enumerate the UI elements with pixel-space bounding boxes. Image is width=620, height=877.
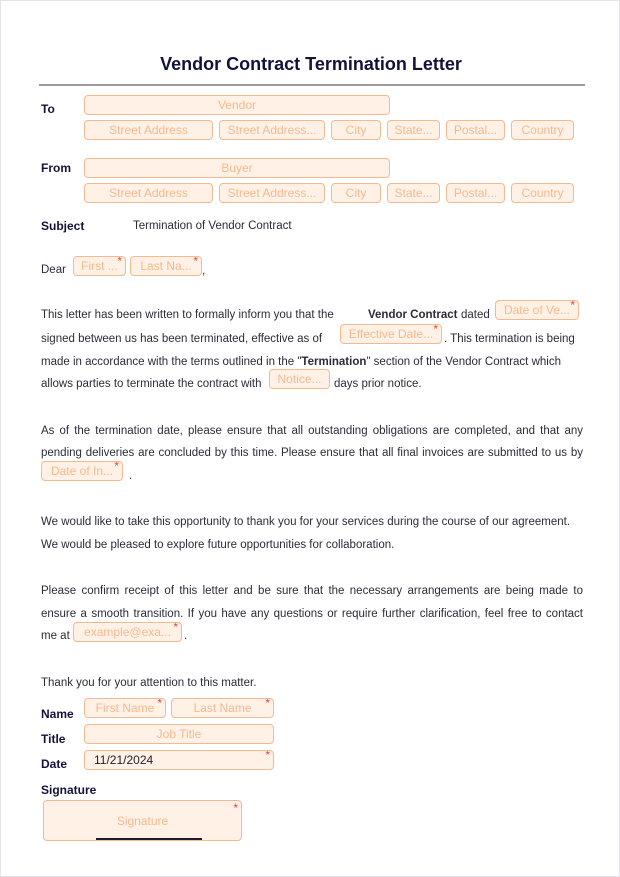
required-mark: * (433, 324, 438, 336)
p1-line4-b: days prior notice. (334, 378, 422, 390)
signing-date-value: 11/21/2024 (94, 753, 154, 767)
to-street-address-2-field[interactable]: Street Address... (219, 120, 325, 140)
invoice-date-placeholder: Date of In... (50, 464, 114, 478)
p4-line3-a: me at (41, 630, 70, 642)
dear-label: Dear (41, 264, 66, 276)
p2-line1: As of the termination date, please ensure that all outstanding obligations are completed, and that any (41, 425, 583, 437)
from-street-address-field[interactable]: Street Address (84, 183, 213, 203)
to-city-field[interactable]: City (331, 120, 381, 140)
page-title: Vendor Contract Termination Letter (160, 54, 462, 74)
p4-line1: Please confirm receipt of this letter and be sure that the necessary arrangements are being made to (41, 585, 583, 597)
p1-line3-c: " section of the Vendor Contract which (366, 356, 561, 368)
signature-placeholder: Signature (116, 814, 169, 828)
p1-line1-a: This letter has been written to formally inform you that the (41, 309, 334, 321)
subject-label: Subject (41, 219, 85, 233)
p1-line4-a: allows parties to terminate the contract with (41, 378, 262, 390)
p1-line2-b: . This termination is being (444, 333, 575, 345)
signer-first-name-placeholder: First Name (95, 701, 155, 715)
title-label: Title (41, 732, 66, 746)
dear-last-name-placeholder: Last Na... (140, 259, 192, 273)
notice-days-field[interactable]: Notice... (269, 369, 330, 389)
required-mark: * (114, 461, 119, 473)
from-postal-field[interactable]: Postal... (446, 183, 505, 203)
p1-line3-bold: Termination (301, 356, 367, 368)
signing-date-field[interactable] (84, 750, 274, 770)
required-mark: * (157, 698, 162, 710)
p2-line2: pending deliveries are concluded by this time. Please ensure that all final invoices are submitted to us by (41, 447, 583, 459)
p4-line3-b: . (184, 630, 188, 642)
to-state-field[interactable]: State... (387, 120, 440, 140)
buyer-field[interactable]: Buyer (84, 158, 390, 178)
p1-line1-c: dated (461, 309, 490, 321)
email-field[interactable] (73, 622, 182, 642)
required-mark: * (117, 256, 122, 268)
signer-last-name-placeholder: Last Name (193, 701, 252, 715)
signature-pad[interactable] (43, 800, 242, 841)
job-title-field[interactable]: Job Title (84, 724, 274, 744)
p1-line3-a: made in accordance with the terms outlined in the " (41, 356, 302, 368)
required-mark: * (173, 622, 178, 634)
from-city-field[interactable]: City (331, 183, 381, 203)
dear-first-name-placeholder: First ... (81, 259, 118, 273)
date-label: Date (41, 757, 68, 771)
contract-date-placeholder: Date of Ve... (503, 303, 571, 317)
to-country-field[interactable]: Country (511, 120, 574, 140)
signer-last-name-field[interactable] (171, 698, 274, 718)
p3-line2: We would be pleased to explore future opportunities for collaboration. (41, 539, 395, 551)
p1-line2-a: signed between us has been terminated, effective as of (41, 333, 323, 345)
effective-date-field[interactable] (340, 324, 442, 344)
name-label: Name (41, 707, 74, 721)
title-divider (39, 84, 585, 86)
email-placeholder: example@exa... (84, 625, 171, 639)
required-mark: * (265, 698, 270, 710)
signature-label: Signature (41, 783, 97, 797)
vendor-field[interactable]: Vendor (84, 95, 390, 115)
to-street-address-field[interactable]: Street Address (84, 120, 213, 140)
invoice-date-field[interactable] (41, 461, 123, 481)
p4-line2: ensure a smooth transition. If you have any questions or require further clarification, feel free to contact (41, 608, 583, 620)
from-state-field[interactable]: State... (387, 183, 440, 203)
required-mark: * (570, 300, 575, 312)
p3-line1: We would like to take this opportunity to thank you for your services during the course of our agreement. (41, 516, 571, 528)
p1-line1-bold: Vendor Contract (368, 309, 458, 321)
required-mark: * (265, 750, 270, 762)
thanks-line: Thank you for your attention to this matter. (41, 677, 257, 689)
p1-line3 (41, 355, 583, 369)
effective-date-placeholder: Effective Date... (348, 327, 434, 341)
from-label: From (41, 161, 71, 175)
signer-first-name-field[interactable] (84, 698, 166, 718)
dear-first-name-field[interactable] (73, 256, 126, 276)
to-postal-field[interactable]: Postal... (446, 120, 505, 140)
dear-last-name-field[interactable] (130, 256, 202, 276)
p2-period: . (129, 470, 133, 482)
to-label: To (41, 102, 55, 116)
from-street-address-2-field[interactable]: Street Address... (219, 183, 325, 203)
required-mark: * (233, 801, 238, 815)
required-mark: * (193, 256, 198, 268)
from-country-field[interactable]: Country (511, 183, 574, 203)
subject-value: Termination of Vendor Contract (133, 220, 292, 232)
contract-date-field[interactable] (495, 300, 579, 320)
dear-comma: , (202, 265, 206, 277)
signature-line (96, 838, 202, 840)
